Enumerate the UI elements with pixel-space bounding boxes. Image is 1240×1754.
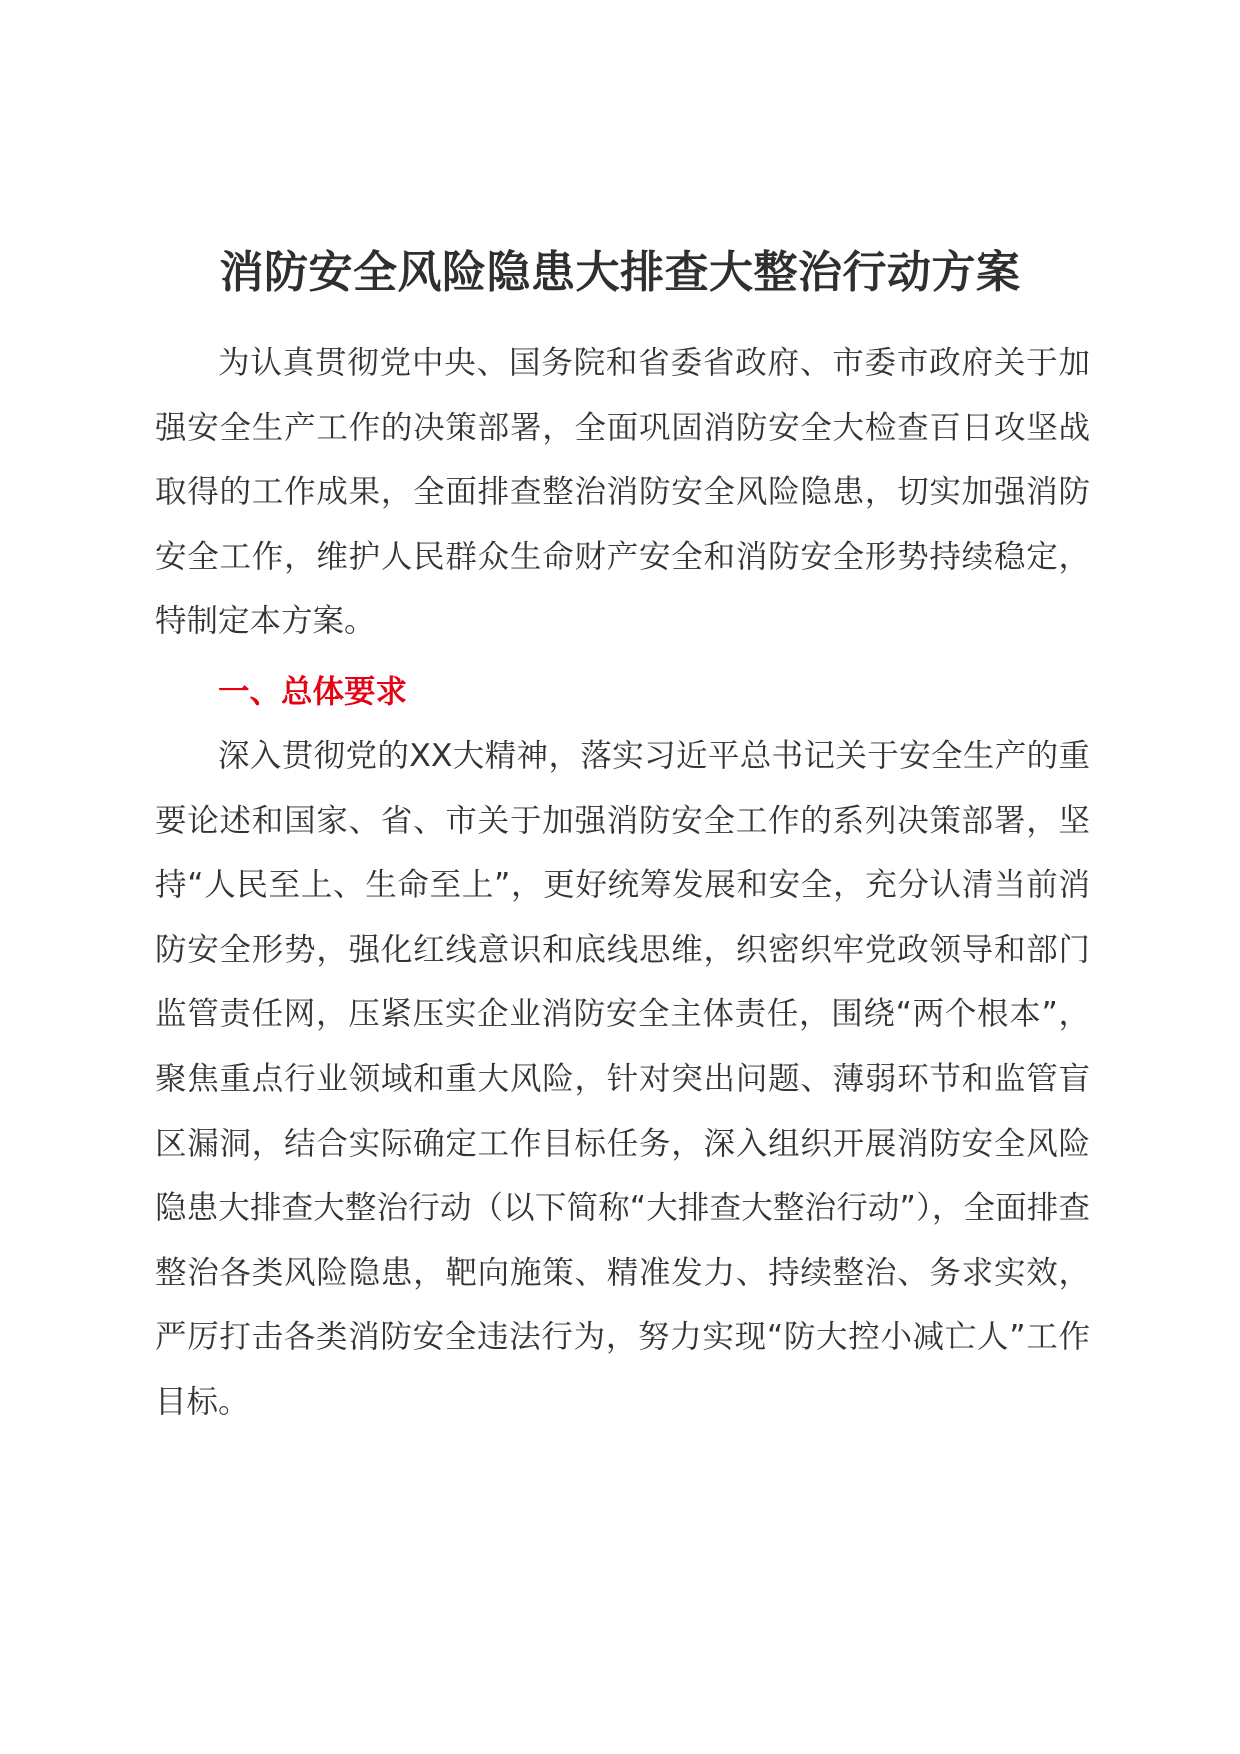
section-heading: 一、总体要求 <box>218 674 408 710</box>
intro-paragraph: 为认真贯彻党中央、国务院和省委省政府、市委市政府关于加强安全生产工作的决策部署，全面巩固消防安全大检查百日攻坚战取得的工作成果，全面排查整治消防安全风险隐患，切实加强消防安全工作，维护人民群众生命财产安全和消防安全形势持续稳定，特制定本方案。 <box>155 345 1090 640</box>
document-title: 消防安全风险隐患大排查大整治行动方案 <box>219 247 1021 298</box>
section-paragraph: 深入贯彻党的XX大精神，落实习近平总书记关于安全生产的重要论述和国家、省、市关于加强消防安全工作的系列决策部署，坚持“人民至上、生命至上”，更好统筹发展和安全，充分认清当前消防安全形势，强化红线意识和底线思维，织密织牢党政领导和部门监管责任网，压紧压实企业消防安全主体责任，围绕“两个根本”，聚焦重点行业领域和重大风险，针对突出问题、薄弱环节和监管盲区漏洞，结合实际确定工作目标任务，深入组织开展消防安全风险隐患大排查大整治行动（以下简称“大排查大整治行动”），全面排查整治各类风险隐患，靶向施策、精准发力、持续整治、务求实效，严厉打击各类消防安全违法行为，努力实现“防大控小减亡人”工作目标。 <box>155 738 1090 1420</box>
